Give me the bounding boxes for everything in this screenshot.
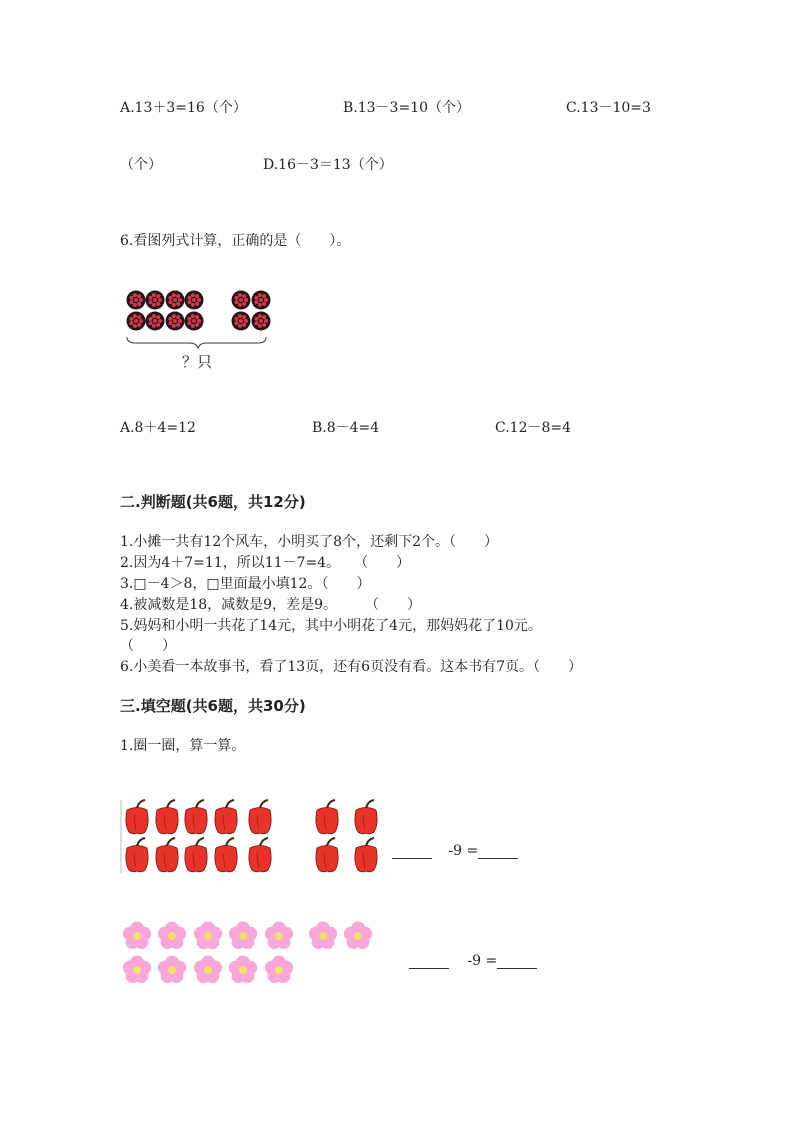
pepper-minus-nine: -9 = (448, 843, 479, 859)
fill-q1-stem: 1.圈一圈，算一算。 (120, 738, 246, 754)
flower-icon (229, 922, 257, 950)
flower-icon (265, 922, 293, 950)
flower-icon (123, 956, 151, 984)
q6-option-b: B.8－4=4 (312, 420, 380, 436)
section2-title: 二.判断题(共6题，共12分) (120, 493, 306, 511)
judge-item-3: 3.□－4＞8，□里面最小填12。（ ） (120, 576, 371, 592)
judge-item-5: 5.妈妈和小明一共花了14元，其中小明花了4元，那妈妈花了10元。 (120, 618, 542, 634)
judge-item-4: 4.被减数是18，减数是9，差是9。 （ ） (120, 597, 421, 613)
judge-item-6: 6.小美看一本故事书，看了13页，还有6页没有看。这本书有7页。（ ） (120, 659, 582, 675)
q5-option-c: C.13－10=3 (566, 100, 651, 116)
flower-icon (344, 922, 372, 950)
q5-option-a: A.13＋3=16（个） (120, 100, 247, 116)
flower-icon (194, 922, 222, 950)
flower-icon (309, 922, 337, 950)
section3-title: 三.填空题(共6题，共30分) (120, 697, 306, 715)
judge-item-1: 1.小摊一共有12个风车，小明买了8个，还剩下2个。（ ） (120, 534, 498, 550)
q6-option-c: C.12－8=4 (495, 420, 572, 436)
flower-icon (158, 956, 186, 984)
judge-item-2: 2.因为4＋7=11，所以11－7=4。 （ ） (120, 555, 411, 571)
q6-option-a: A.8＋4=12 (120, 420, 196, 436)
flower-icon (123, 922, 151, 950)
q6-stem: 6.看图列式计算，正确的是（ ）。 (120, 233, 351, 249)
q6-brace-label: ？只 (182, 353, 213, 371)
q5-option-b: B.13－3=10（个） (343, 100, 471, 116)
flower-blank-1[interactable] (409, 954, 449, 969)
flower-icon (265, 956, 293, 984)
flower-icon (158, 922, 186, 950)
flower-icon (229, 956, 257, 984)
flower-minus-nine: -9 = (467, 953, 498, 969)
flower-equation (409, 953, 537, 969)
flower-blank-2[interactable] (497, 954, 537, 969)
q5-option-d: D.16－3＝13（个） (263, 157, 393, 173)
judge-item-5-paren: （ ） (120, 638, 176, 654)
q5-option-c-continued: （个） (120, 157, 162, 173)
flower-icon (194, 956, 222, 984)
